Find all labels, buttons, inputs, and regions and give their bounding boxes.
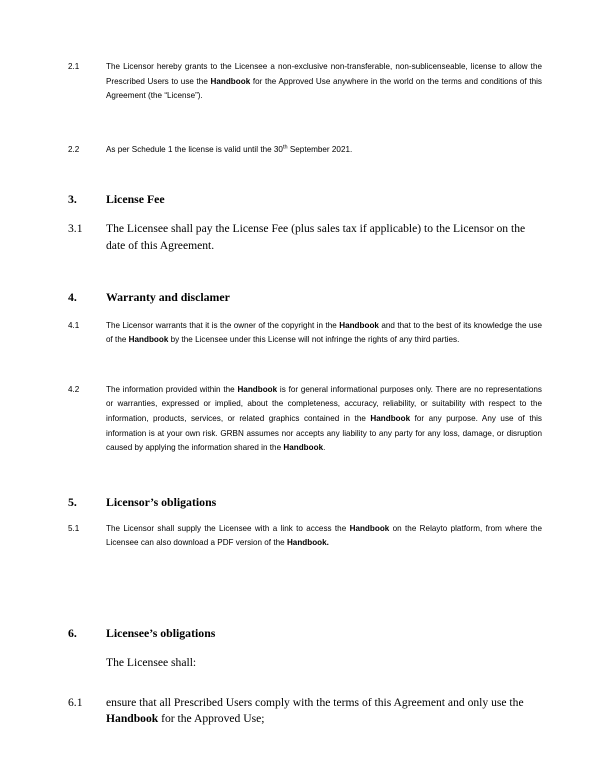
- clause-5-1-text: [106, 522, 542, 551]
- clause-3-1: [68, 221, 542, 254]
- clause-2-2-text: [106, 143, 542, 158]
- section-heading-5-number: 5.: [68, 494, 77, 509]
- section-6-lead-in: [68, 655, 542, 672]
- clause-2-2-text-part1: As per Schedule 1 the license is valid until the 30: [106, 144, 283, 154]
- clause-2-1-bold-handbook: Handbook: [210, 76, 251, 86]
- spacer: [68, 641, 542, 655]
- spacer: [68, 207, 542, 221]
- clause-4-1-text-part2: and that to the best of its knowledge the use of the: [106, 320, 542, 345]
- clause-4-2-text-part2: is for general informational purposes only. There are no representations or warranties, expressed or implied, about the completeness, accuracy, reliability, or suitability with respect to the information, products, services, or related graphics contained in the: [106, 384, 542, 423]
- clause-2-2-text-part2: September 2021.: [287, 144, 353, 154]
- clause-4-2-text-part4: .: [323, 443, 326, 453]
- spacer: [68, 510, 542, 522]
- clause-4-2-bold-handbook-3: Handbook: [283, 443, 324, 453]
- spacer: [68, 600, 542, 626]
- clause-2-2: [68, 143, 542, 158]
- clause-4-2-bold-handbook-1: Handbook: [237, 384, 278, 394]
- clause-4-2-text: [106, 383, 542, 456]
- clause-5-1: [68, 522, 542, 551]
- clause-2-2-number: 2.2: [68, 144, 80, 154]
- section-heading-5-title: Licensor’s obligations: [106, 494, 217, 509]
- clause-4-1: [68, 319, 542, 348]
- clause-2-1-text-part2: for the Approved Use anywhere in the world on the terms and conditions of this Agreement (the “License”).: [106, 76, 542, 101]
- section-heading-4: [68, 290, 542, 305]
- spacer: [68, 305, 542, 319]
- clause-6-1-text-part1: ensure that all Prescribed Users comply with the terms of this Agreement and only use the: [106, 695, 524, 709]
- clause-4-2-text-part3: for any purpose. Any use of this information is at your own risk. GRBN assumes nor accepts any liability to any party for any loss, damage, or disruption caused by applying the information shared in the: [106, 413, 542, 453]
- clause-4-1-text-part1: The Licensor warrants that it is the owner of the copyright in the: [106, 320, 340, 330]
- clause-4-1-number: 4.1: [68, 320, 80, 330]
- clause-4-2: [68, 383, 542, 456]
- clause-4-2-bold-handbook-2: Handbook: [370, 413, 411, 423]
- section-heading-4-number: 4.: [68, 289, 77, 304]
- spacer: [68, 117, 542, 143]
- clause-6-1: [68, 695, 542, 728]
- clause-5-1-bold-handbook-1: Handbook: [349, 523, 390, 533]
- clause-2-1: [68, 60, 542, 104]
- section-heading-5: [68, 495, 542, 510]
- section-heading-3-title: License Fee: [106, 192, 165, 207]
- clause-3-1-number: 3.1: [68, 222, 83, 236]
- clause-5-1-text-part1: The Licensor shall supply the Licensee with a link to access the: [106, 523, 350, 533]
- spacer: [68, 469, 542, 495]
- clause-3-1-text: The Licensee shall pay the License Fee (plus sales tax if applicable) to the Licensor on the date of this Agreement.: [106, 222, 526, 252]
- spacer: [68, 564, 542, 600]
- clause-4-1-bold-handbook-2: Handbook: [128, 335, 169, 345]
- clause-4-1-text-part3: by the Licensee under this License will not infringe the rights of any third parties.: [168, 335, 460, 345]
- clause-4-2-number: 4.2: [68, 384, 80, 394]
- section-heading-3-number: 3.: [68, 192, 77, 207]
- clause-4-1-text: [106, 319, 542, 348]
- spacer: [68, 685, 542, 695]
- section-heading-4-title: Warranty and disclamer: [106, 289, 230, 304]
- clause-2-1-text-part1: The Licensor hereby grants to the Licensee a non-exclusive non-transferable, non-sublicenseable, license to allow the Prescribed Users to use the: [106, 62, 542, 86]
- spacer: [68, 268, 542, 290]
- clause-6-1-number: 6.1: [68, 695, 83, 709]
- clause-5-1-text-part2: on the Relayto platform, from where the Licensee can also download a PDF version of the: [106, 523, 542, 548]
- clause-4-2-text-part1: The information provided within the: [106, 384, 238, 394]
- section-heading-6: [68, 626, 542, 641]
- clause-6-1-text-part2: for the Approved Use;: [158, 712, 265, 726]
- clause-5-1-bold-handbook-2: Handbook.: [286, 538, 329, 548]
- spacer: [68, 361, 542, 383]
- clause-2-1-text: [106, 60, 542, 104]
- clause-2-2-ordinal-suffix: th: [282, 144, 288, 151]
- spacer: [68, 170, 542, 192]
- section-heading-6-title: Licensee’s obligations: [106, 625, 216, 640]
- clause-6-1-bold-handbook: Handbook: [106, 712, 159, 726]
- clause-4-1-bold-handbook-1: Handbook: [339, 320, 379, 330]
- section-6-lead-in-text: The Licensee shall:: [106, 655, 197, 669]
- clause-6-1-text: [106, 695, 542, 728]
- section-heading-3: [68, 192, 542, 207]
- clause-5-1-number: 5.1: [68, 523, 80, 533]
- section-heading-6-number: 6.: [68, 625, 77, 640]
- clause-2-1-number: 2.1: [68, 62, 80, 71]
